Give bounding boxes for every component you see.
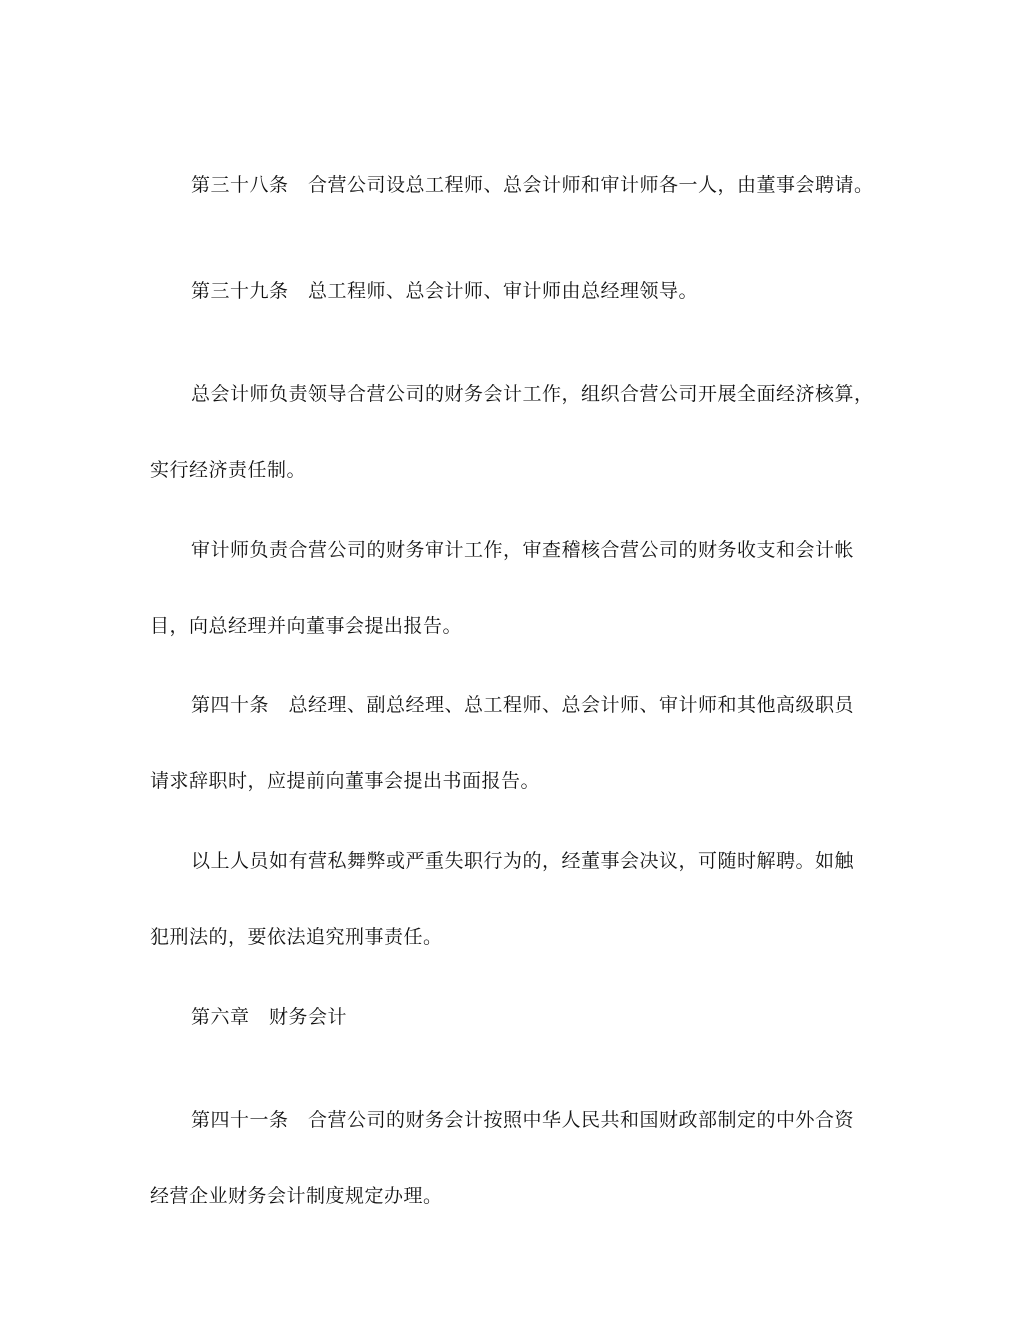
paragraph-line: 经营企业财务会计制度规定办理。 bbox=[150, 1185, 443, 1207]
chief-accountant-paragraph bbox=[150, 381, 872, 483]
paragraph-line: 第三十八条 合营公司设总工程师、总会计师和审计师各一人，由董事会聘请。 bbox=[191, 174, 874, 196]
paragraph-line: 总会计师负责领导合营公司的财务会计工作，组织合营公司开展全面经济核算， bbox=[191, 383, 874, 405]
paragraph-line: 实行经济责任制。 bbox=[150, 459, 307, 481]
auditor-paragraph bbox=[150, 537, 872, 639]
paragraph-line: 审计师负责合营公司的财务审计工作，审查稽核合营公司的财务收支和会计帐 bbox=[191, 539, 855, 561]
paragraph-line: 犯刑法的，要依法追究刑事责任。 bbox=[150, 926, 443, 948]
article-40-paragraph bbox=[150, 692, 872, 794]
article-38-paragraph bbox=[150, 172, 872, 198]
paragraph-line: 第四十条 总经理、副总经理、总工程师、总会计师、审计师和其他高级职员 bbox=[191, 694, 855, 716]
paragraph-line: 目，向总经理并向董事会提出报告。 bbox=[150, 615, 463, 637]
chapter-6-heading bbox=[150, 1004, 872, 1030]
paragraph-line: 第四十一条 合营公司的财务会计按照中华人民共和国财政部制定的中外合资 bbox=[191, 1109, 855, 1131]
paragraph-line: 请求辞职时，应提前向董事会提出书面报告。 bbox=[150, 770, 541, 792]
article-41-paragraph bbox=[150, 1107, 872, 1209]
article-39-paragraph bbox=[150, 278, 872, 304]
paragraph-line: 第三十九条 总工程师、总会计师、审计师由总经理领导。 bbox=[191, 280, 699, 302]
paragraph-line: 以上人员如有营私舞弊或严重失职行为的，经董事会决议，可随时解聘。如触 bbox=[191, 850, 855, 872]
chapter-heading-line: 第六章 财务会计 bbox=[191, 1006, 348, 1028]
dismissal-paragraph bbox=[150, 848, 872, 950]
